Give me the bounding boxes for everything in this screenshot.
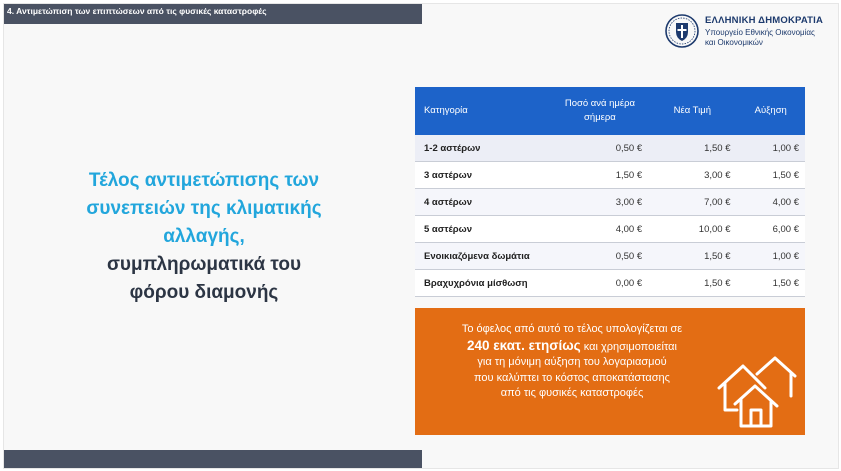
section-title-bar: 4. Αντιμετώπιση των επιπτώσεων από τις φυσικές καταστροφές bbox=[4, 4, 422, 24]
cell-new: 3,00 € bbox=[648, 162, 736, 189]
cell-category: Ενοικιαζόμενα δωμάτια bbox=[415, 243, 552, 270]
table-row bbox=[415, 189, 805, 216]
header-new-price: Νέα Τιμή bbox=[648, 87, 736, 135]
cell-current: 0,50 € bbox=[552, 243, 648, 270]
cell-category: 5 αστέρων bbox=[415, 216, 552, 243]
cell-increase: 4,00 € bbox=[736, 189, 805, 216]
header-category: Κατηγορία bbox=[415, 87, 552, 135]
cell-new: 10,00 € bbox=[648, 216, 736, 243]
cell-category: 4 αστέρων bbox=[415, 189, 552, 216]
cell-increase: 1,50 € bbox=[736, 270, 805, 297]
table-row bbox=[415, 135, 805, 162]
cell-new: 1,50 € bbox=[648, 270, 736, 297]
cell-current: 1,50 € bbox=[552, 162, 648, 189]
cell-new: 1,50 € bbox=[648, 135, 736, 162]
cell-increase: 1,00 € bbox=[736, 243, 805, 270]
table-row bbox=[415, 270, 805, 297]
header-current-amount: Ποσό ανά ημέρα σήμερα bbox=[552, 87, 648, 135]
info-line-1: Το όφελος από αυτό το τέλος υπολογίζεται σε bbox=[461, 323, 683, 335]
info-box bbox=[415, 308, 805, 435]
fee-table bbox=[415, 87, 805, 297]
table-row bbox=[415, 216, 805, 243]
logo-subtitle-line2: και Οικονομικών bbox=[705, 38, 763, 47]
info-line-5: από τις φυσικές καταστροφές bbox=[500, 387, 644, 399]
info-line-2-rest: και χρησιμοποιείται bbox=[580, 340, 677, 353]
info-text bbox=[427, 322, 717, 402]
cell-current: 4,00 € bbox=[552, 216, 648, 243]
cell-current: 0,50 € bbox=[552, 135, 648, 162]
info-line-4: που καλύπτει το κόστος αποκατάστασης bbox=[474, 371, 670, 384]
heading-blue-line-1: Τέλος αντιμετώπισης των bbox=[88, 170, 320, 191]
cell-increase: 6,00 € bbox=[736, 216, 805, 243]
footer-bar bbox=[4, 450, 422, 468]
cell-increase: 1,50 € bbox=[736, 162, 805, 189]
logo-subtitle-line1: Υπουργείο Εθνικής Οικονομίας bbox=[705, 28, 815, 37]
logo-subtitle bbox=[705, 28, 815, 48]
cell-category: Βραχυχρόνια μίσθωση bbox=[415, 270, 552, 297]
cell-new: 1,50 € bbox=[648, 243, 736, 270]
houses-icon bbox=[707, 352, 801, 430]
cell-current: 0,00 € bbox=[552, 270, 648, 297]
cell-current: 3,00 € bbox=[552, 189, 648, 216]
table-row bbox=[415, 162, 805, 189]
table-header-row bbox=[415, 87, 805, 135]
table-row bbox=[415, 243, 805, 270]
slide bbox=[3, 3, 839, 469]
info-line-3: για τη μόνιμη αύξηση του λογαριασμού bbox=[477, 356, 667, 368]
heading-blue-line-2: συνεπειών της κλιματικής bbox=[86, 198, 322, 219]
heading-dark-line-2: φόρου διαμονής bbox=[129, 282, 279, 303]
logo-title: ΕΛΛΗΝΙΚΗ ΔΗΜΟΚΡΑΤΙΑ bbox=[705, 15, 824, 26]
cell-new: 7,00 € bbox=[648, 189, 736, 216]
heading-blue-line-3: αλλαγής, bbox=[163, 226, 245, 247]
info-highlight: 240 εκατ. ετησίως bbox=[467, 337, 581, 353]
info-line-2 bbox=[427, 338, 717, 356]
greek-emblem-icon bbox=[664, 13, 700, 49]
heading-dark-line-1: συμπληρωματικά του bbox=[106, 254, 302, 275]
cell-category: 1-2 αστέρων bbox=[415, 135, 552, 162]
header-increase: Αύξηση bbox=[736, 87, 805, 135]
ministry-logo bbox=[664, 13, 834, 55]
cell-category: 3 αστέρων bbox=[415, 162, 552, 189]
cell-increase: 1,00 € bbox=[736, 135, 805, 162]
slide-heading bbox=[54, 167, 354, 307]
